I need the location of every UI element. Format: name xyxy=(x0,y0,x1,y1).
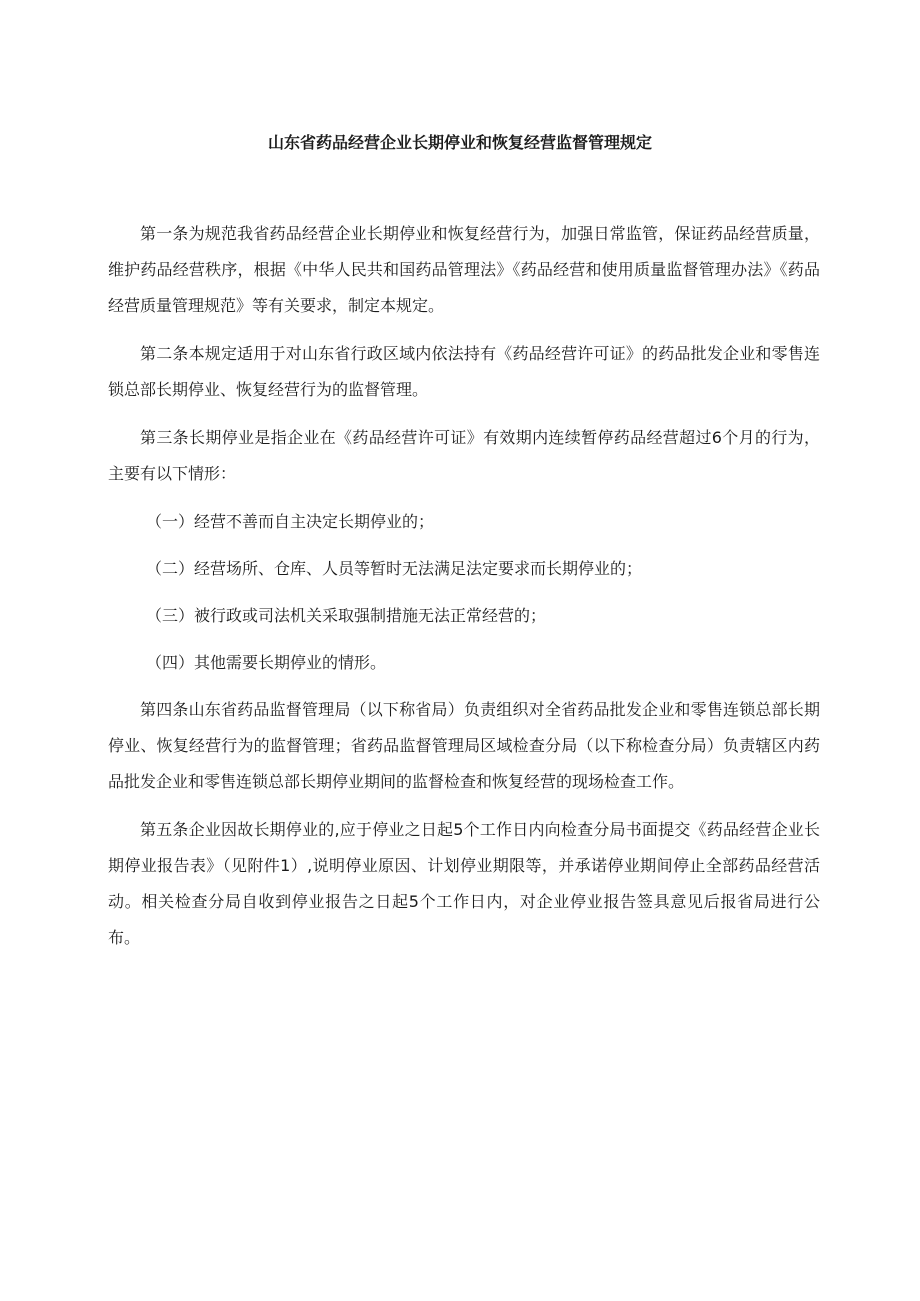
list-item: （四）其他需要长期停业的情形。 xyxy=(146,653,387,672)
document-body xyxy=(108,216,820,968)
list-item: （一）经营不善而自主决定长期停业的； xyxy=(146,512,435,531)
list-item: （三）被行政或司法机关采取强制措施无法正常经营的； xyxy=(146,606,547,625)
article-2: 第二条本规定适用于对山东省行政区域内依法持有《药品经营许可证》的药品批发企业和零售连锁总部长期停业、恢复经营行为的监督管理。 xyxy=(108,344,820,399)
document-title: 山东省药品经营企业长期停业和恢复经营监督管理规定 xyxy=(267,133,652,152)
article-3: 第三条长期停业是指企业在《药品经营许可证》有效期内连续暂停药品经营超过6个月的行为，主要有以下情形： xyxy=(108,428,820,483)
article-5: 第五条企业因故长期停业的,应于停业之日起5个工作日内向检查分局书面提交《药品经营企业长期停业报告表》（见附件1）,说明停业原因、计划停业期限等，并承诺停业期间停止全部药品经营活动。相关检查分局自收到停业报告之日起5个工作日内，对企业停业报告签具意见后报省局进行公布。 xyxy=(108,820,820,947)
list-item: （二）经营场所、仓库、人员等暂时无法满足法定要求而长期停业的； xyxy=(146,559,643,578)
article-1: 第一条为规范我省药品经营企业长期停业和恢复经营行为，加强日常监管，保证药品经营质量，维护药品经营秩序，根据《中华人民共和国药品管理法》《药品经营和使用质量监督管理办法》《药品经营质量管理规范》等有关要求，制定本规定。 xyxy=(108,224,820,315)
article-4: 第四条山东省药品监督管理局（以下称省局）负责组织对全省药品批发企业和零售连锁总部长期停业、恢复经营行为的监督管理；省药品监督管理局区域检查分局（以下称检查分局）负责辖区内药品批发企业和零售连锁总部长期停业期间的监督检查和恢复经营的现场检查工作。 xyxy=(108,700,820,791)
